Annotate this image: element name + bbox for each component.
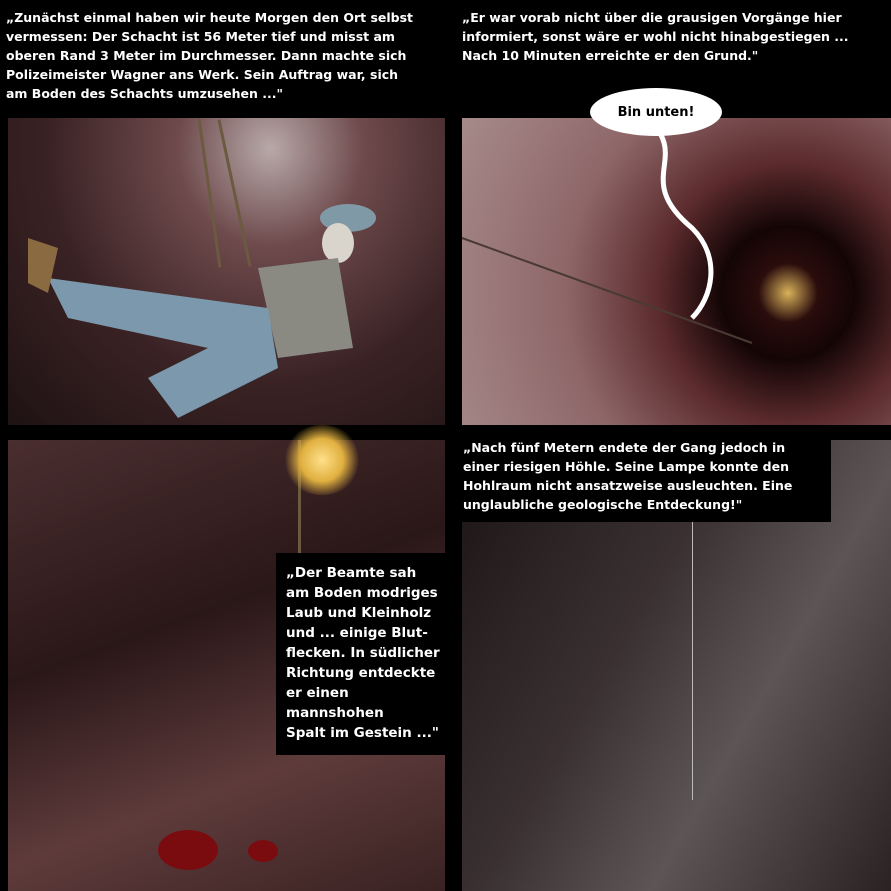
caption-top-left: „Zunächst einmal haben wir heute Morgen den Ort selbst vermessen: Der Schacht ist 56 Meter tief und misst am oberen Rand 3 Meter im Durchmesser. Dann machte sich Polizeimeister Wagner ans Werk. Sein Auftrag war, sich am Boden des Schachts umzusehen ...": [6, 8, 446, 103]
officer-figure: [8, 118, 445, 425]
rope: [692, 520, 693, 800]
caption-bottom-right: „Nach fünf Metern endete der Gang jedoch in einer riesigen Höhle. Seine Lampe konnte den Hohlraum nicht ansatzweise ausleuchten. Eine unglaubliche geologische Entdeckung!": [455, 434, 831, 522]
panel-rappelling-officer: [8, 118, 445, 425]
caption-top-right: „Er war vorab nicht über die grausigen Vorgänge hier informiert, sonst wäre er wohl nicht hinabgestiegen ... Nach 10 Minuten erreichte er den Grund.": [462, 8, 882, 65]
speech-bubble: Bin unten!: [590, 88, 722, 136]
lamp-icon: [282, 425, 362, 495]
shaft-view: [462, 118, 891, 425]
blood-stain: [158, 830, 218, 870]
panel-shaft-bottom: [462, 118, 891, 425]
blood-stain: [248, 840, 278, 862]
caption-bottom-left: „Der Beamte sah am Boden modriges Laub und Kleinholz und ... einige Blut- flecken. In südlicher Richtung entdeckte er einen mannshohen Spalt im Gestein ...": [276, 553, 454, 755]
